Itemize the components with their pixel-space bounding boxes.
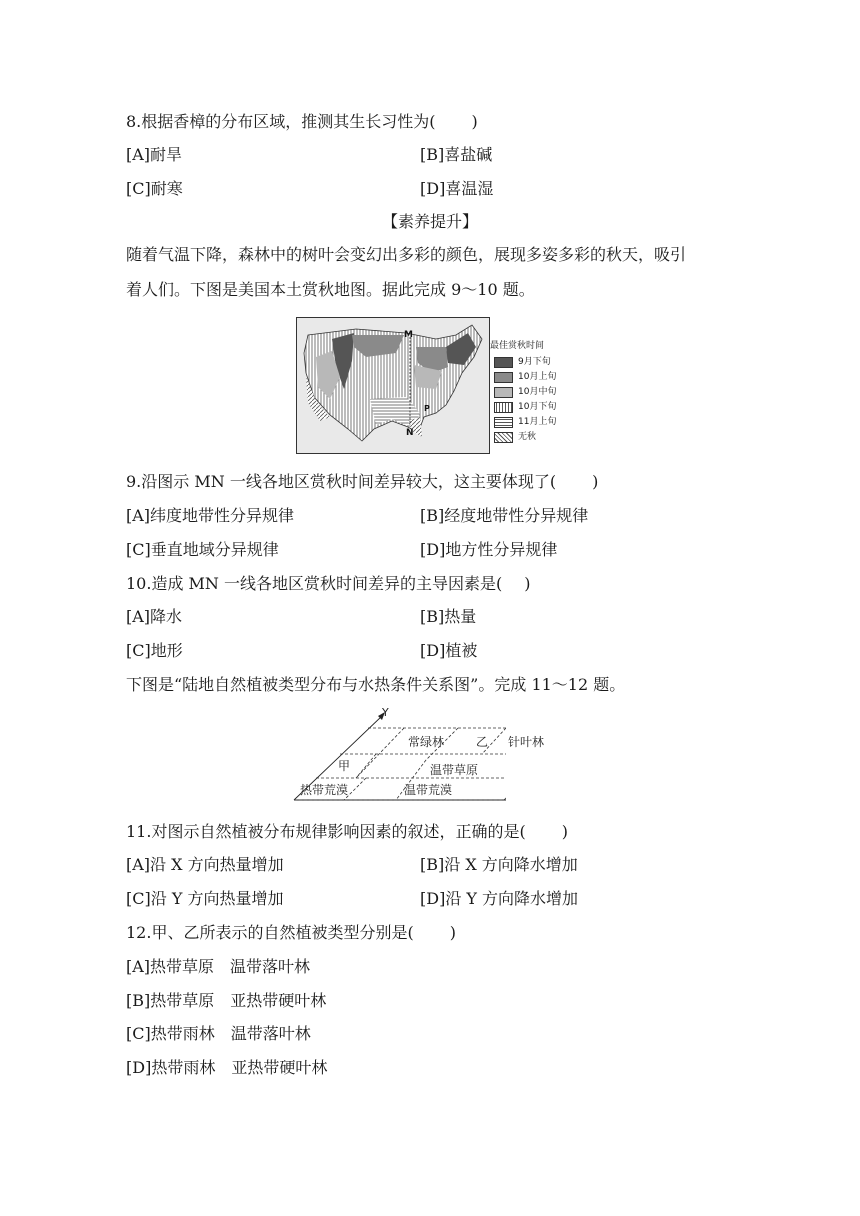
q9-close: ) (592, 472, 599, 491)
q9-stem (126, 471, 598, 493)
intro1-line1: 随着气温下降，森林中的树叶会变幻出多彩的颜色，展现多姿多彩的秋天，吸引 (126, 245, 687, 264)
cell-coniferous: 针叶林 (508, 735, 545, 749)
intro2: 下图是“陆地自然植被类型分布与水热条件关系图”。完成 11～12 题。 (126, 675, 626, 694)
q10-option-a[interactable]: [A]降水 (126, 607, 183, 626)
cell-yi: 乙 (476, 735, 489, 749)
q11-option-b[interactable]: [B]沿 X 方向降水增加 (420, 855, 578, 874)
legend-swatch (494, 357, 513, 368)
y-axis-label: Y (382, 706, 389, 719)
cell-temperate-grassland: 温带草原 (430, 763, 479, 777)
q8-option-d[interactable]: [D]喜温湿 (420, 179, 494, 198)
q9-option-b[interactable]: [B]经度地带性分异规律 (420, 506, 589, 525)
legend-swatch (494, 432, 513, 443)
cell-tropical-desert: 热带荒漠 (300, 783, 349, 797)
q11-option-a[interactable]: [A]沿 X 方向热量增加 (126, 855, 284, 874)
intro1-line2: 着人们。下图是美国本土赏秋地图。据此完成 9～10 题。 (126, 280, 535, 299)
q12-close: ) (449, 923, 456, 942)
vegetation-diagram (286, 704, 556, 810)
q12-option-b[interactable]: [B]热带草原 亚热带硬叶林 (126, 991, 327, 1010)
q12-option-a[interactable]: [A]热带草原 温带落叶林 (126, 957, 311, 976)
legend-swatch (494, 372, 513, 383)
q8-option-c[interactable]: [C]耐寒 (126, 179, 183, 198)
cell-jia: 甲 (338, 759, 351, 773)
q8-stem-text: 8.根据香樟的分布区域，推测其生长习性为( (126, 112, 436, 131)
q9-option-d[interactable]: [D]地方性分异规律 (420, 540, 558, 559)
q12-stem (126, 922, 456, 944)
q8-option-b[interactable]: [B]喜盐碱 (420, 145, 493, 164)
q8-option-a[interactable]: [A]耐旱 (126, 145, 183, 164)
map-legend: 最佳赏秋时间 9月下旬 10月上旬 10月中旬 10月下旬 11月上旬 无秋 (490, 341, 557, 442)
q8-close: ) (471, 112, 478, 131)
q8-stem (126, 111, 478, 133)
q10-close: ) (524, 574, 531, 593)
q12-stem-text: 12.甲、乙所表示的自然植被类型分别是( (126, 923, 414, 942)
cell-temperate-desert: 温带荒漠 (404, 783, 453, 797)
q11-option-d[interactable]: [D]沿 Y 方向降水增加 (420, 889, 579, 908)
legend-swatch (494, 417, 513, 428)
q11-option-c[interactable]: [C]沿 Y 方向热量增加 (126, 889, 284, 908)
q10-option-d[interactable]: [D]植被 (420, 641, 478, 660)
q11-stem (126, 821, 568, 843)
point-p: P (424, 404, 430, 413)
us-autumn-map (296, 317, 490, 454)
point-m: M (404, 330, 413, 340)
q11-stem-text: 11.对图示自然植被分布规律影响因素的叙述，正确的是( (126, 822, 526, 841)
cell-evergreen: 常绿林 (408, 735, 445, 749)
q10-option-b[interactable]: [B]热量 (420, 607, 477, 626)
section-title: 【素养提升】 (381, 212, 478, 231)
point-n: N (406, 428, 414, 438)
legend-swatch (494, 387, 513, 398)
q12-option-c[interactable]: [C]热带雨林 温带落叶林 (126, 1024, 311, 1043)
q9-option-c[interactable]: [C]垂直地域分异规律 (126, 540, 279, 559)
q11-close: ) (561, 822, 568, 841)
q10-stem (126, 573, 531, 595)
q9-option-a[interactable]: [A]纬度地带性分异规律 (126, 506, 295, 525)
legend-swatch (494, 402, 513, 413)
q10-option-c[interactable]: [C]地形 (126, 641, 183, 660)
q12-option-d[interactable]: [D]热带雨林 亚热带硬叶林 (126, 1058, 328, 1077)
q10-stem-text: 10.造成 MN 一线各地区赏秋时间差异的主导因素是( (126, 574, 503, 593)
q9-stem-text: 9.沿图示 MN 一线各地区赏秋时间差异较大，这主要体现了( (126, 472, 557, 491)
